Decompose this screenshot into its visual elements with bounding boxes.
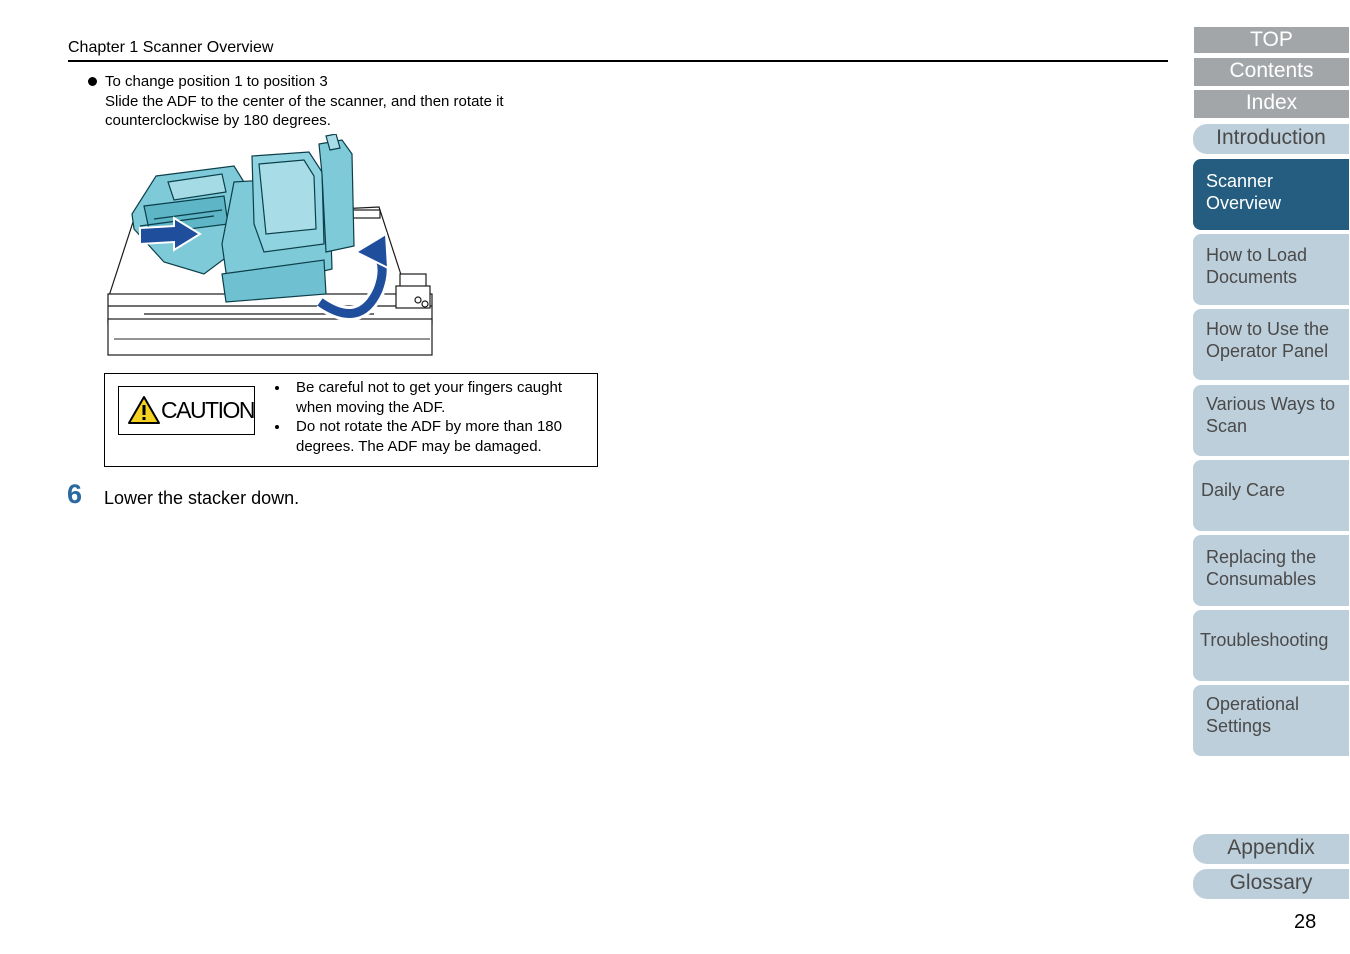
- caution-box: [104, 373, 598, 467]
- instruction-line-3: counterclockwise by 180 degrees.: [105, 112, 331, 129]
- caution-label: CAUTION: [161, 397, 254, 423]
- caution-item-text: Be careful not to get your fingers caught when moving the ADF.: [296, 379, 562, 416]
- nav-tab-label: Consumables: [1206, 569, 1317, 589]
- list-bullet-icon: [275, 425, 279, 429]
- instruction-line-1: To change position 1 to position 3: [105, 73, 328, 90]
- nav-glossary-tab[interactable]: Glossary: [1193, 869, 1349, 899]
- nav-introduction-tab[interactable]: Introduction: [1193, 124, 1349, 154]
- nav-tab-label: Various Ways to: [1206, 394, 1336, 414]
- chapter-title: Chapter 1 Scanner Overview: [68, 39, 274, 56]
- nav-how-to-load-tab[interactable]: [1193, 234, 1349, 305]
- page-number: 28: [1294, 911, 1317, 933]
- bullet-dot-icon: [88, 77, 97, 86]
- nav-tab-label: Daily Care: [1201, 480, 1286, 500]
- caution-item: [273, 417, 593, 456]
- instruction-text: [105, 72, 565, 131]
- step-number: 6: [67, 479, 83, 509]
- warning-triangle-icon: [127, 395, 161, 425]
- nav-tab-label: Scan: [1206, 416, 1248, 436]
- nav-tab-label: Operational: [1206, 694, 1300, 714]
- nav-contents-button[interactable]: Contents: [1194, 58, 1349, 86]
- caution-list: [273, 378, 593, 456]
- nav-appendix-tab[interactable]: Appendix: [1193, 834, 1349, 864]
- nav-operator-panel-tab[interactable]: [1193, 309, 1349, 380]
- step-text: Lower the stacker down.: [104, 488, 300, 508]
- nav-tab-label: Replacing the: [1206, 547, 1317, 567]
- list-bullet-icon: [275, 386, 279, 390]
- scanner-adf-rotation-illustration: [104, 134, 436, 360]
- nav-operational-settings-tab[interactable]: [1193, 685, 1349, 756]
- nav-scanner-overview-tab[interactable]: [1193, 159, 1349, 230]
- caution-badge: [118, 386, 255, 435]
- nav-troubleshooting-tab[interactable]: [1193, 610, 1349, 681]
- caution-item-text: Do not rotate the ADF by more than 180 degrees. The ADF may be damaged.: [296, 418, 562, 455]
- nav-daily-care-tab[interactable]: [1193, 460, 1349, 531]
- nav-tab-label: Operator Panel: [1206, 341, 1329, 361]
- nav-various-ways-tab[interactable]: [1193, 385, 1349, 456]
- caution-item: [273, 378, 593, 417]
- nav-index-button[interactable]: Index: [1194, 90, 1349, 118]
- nav-tab-label: Troubleshooting: [1200, 630, 1329, 650]
- nav-tab-label: How to Load: [1206, 245, 1308, 265]
- nav-tab-label: Documents: [1206, 267, 1298, 287]
- nav-tab-label: Overview: [1206, 193, 1282, 213]
- instruction-line-2: Slide the ADF to the center of the scanner, and then rotate it: [105, 92, 504, 110]
- nav-tab-label: Settings: [1206, 716, 1272, 736]
- nav-top-button[interactable]: TOP: [1194, 27, 1349, 53]
- header-rule: [68, 60, 1168, 62]
- nav-replacing-consumables-tab[interactable]: [1193, 535, 1349, 606]
- nav-tab-label: How to Use the: [1206, 319, 1330, 339]
- nav-tab-label: Scanner: [1206, 171, 1274, 191]
